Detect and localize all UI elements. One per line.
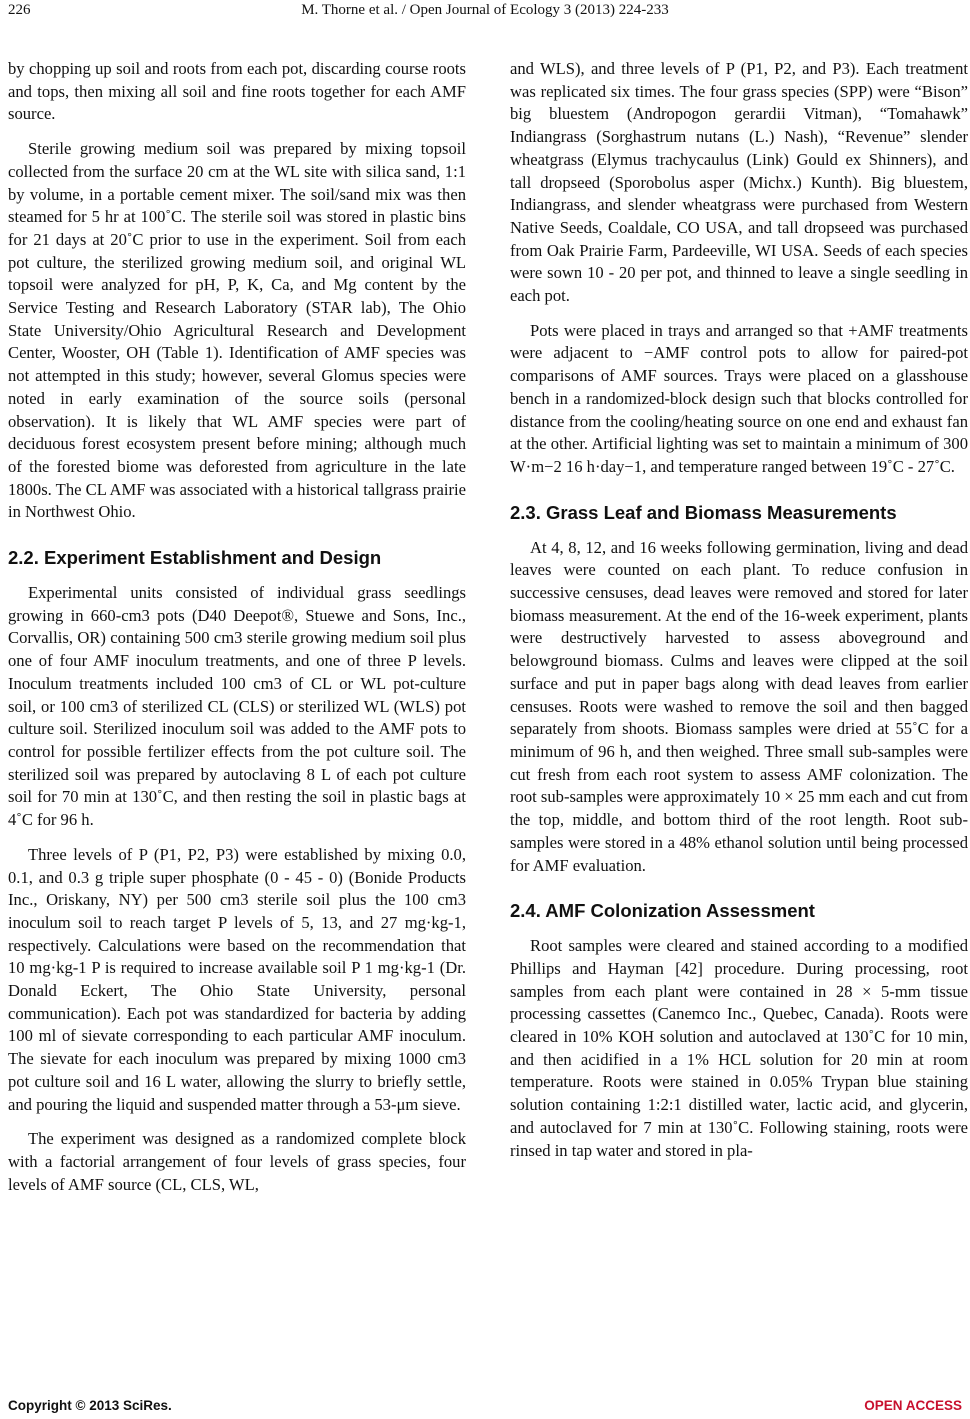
paragraph: Pots were placed in trays and arranged so that +AMF treatments were adjacent to −AMF control pots to allow for paired-pot comparisons of AMF sources. Trays were placed on a glasshouse bench in a randomized-block design such that blocks controlled for distance from the cooling/heating source on one end and exhaust fan at the other. Artificial lighting was set to maintain a minimum of 300 W·m−2 16 h·day−1, and temperature ranged between 19˚C - 27˚C. [510,320,968,476]
paragraph: Experimental units consisted of individual grass seedlings growing in 660-cm3 pots (D40 Deepot®, Stuewe and Sons, Inc., Corvallis, OR) containing 500 cm3 sterile growing medium soil plus one of four AMF inoculum treatments, and one of three P levels. Inoculum treatments included 100 cm3 of CL or WL pot-culture soil, or 100 cm3 of sterilized CL (CLS) or sterilized WL (WLS) pot culture soil. Sterilized inoculum soil was added to the AMF pots to control for possible fertilizer effects from the pot culture soil. The sterilized soil was prepared by autoclaving 8 L of each pot culture soil for 70 min at 130˚C, and then resting the soil in plastic bags at 4˚C for 96 h. [8,583,466,830]
paragraph: Root samples were cleared and stained according to a modified Phillips and Hayman [42] procedure. During processing, root samples from each plant were contained in 28 × 5-mm tissue processing cassettes (Canemco Inc., Quebec, Canada). Roots were cleared in 10% KOH solution and autoclaved at 130˚C for 10 min, and then acidified in a 1% HCL solution for 20 min at room temperature. Roots were stained in 0.05% Trypan blue staining solution containing 1:2:1 distilled water, lactic acid, and glycerin, and autoclaved for 7 min at 130˚C. Following staining, roots were rinsed in tap water and stored in pla- [510,936,968,1160]
open-access-label: OPEN ACCESS [864,1398,962,1413]
paragraph: At 4, 8, 12, and 16 weeks following germination, living and dead leaves were counted on each plant. To reduce confusion in successive censuses, dead leaves were removed and stored for later biomass measurement. At the end of the 16-week experiment, plants were destructively harvested to assess aboveground and belowground biomass. Culms and leaves were clipped at the soil surface and put in paper bags along with dead leaves from earlier censuses. Roots were washed to remove the soil and then bagged separately from shoots. Biomass samples were dried at 55˚C for a minimum of 96 h, and then weighed. Three small sub-samples were cut fresh from each root system to assess AMF colonization. The root sub-samples were approximately 10 × 25 mm each and cut from the top, middle, and bottom third of the root length. Root sub-samples were stored in a 48% ethanol solution until being processed for AMF evaluation. [510,537,968,875]
section-heading: 2.2. Experiment Establishment and Design [8,547,382,569]
section-heading: 2.4. AMF Colonization Assessment [510,900,815,922]
section-heading: 2.3. Grass Leaf and Biomass Measurements [510,501,897,523]
right-column [510,58,968,1174]
paragraph: Three levels of P (P1, P2, P3) were established by mixing 0.0, 0.1, and 0.3 g triple super phosphate (0 - 45 - 0) (Bonide Products Inc., Oriskany, NY) per 500 cm3 sterile soil plus the 100 cm3 inoculum soil to reach target P levels of 5, 13, and 27 mg·kg-1, respectively. Calculations were based on the recommendation that 10 mg·kg-1 P is required to increase available soil P 1 mg·kg-1 (Dr. Donald Eckert, The Ohio State University, personal communication). Each pot was standardized for bacteria by adding 100 ml of sievate corresponding to each particular AMF inoculum. The sievate for each inoculum was prepared by mixing 1000 cm3 pot culture soil and 16 L water, allowing the slurry to briefly settle, and pouring the liquid and suspended matter through a 53-μm sieve. [8,844,466,1114]
copyright-notice: Copyright © 2013 SciRes. [8,1398,172,1413]
paragraph: Sterile growing medium soil was prepared by mixing topsoil collected from the surface 20 cm at the WL site with silica sand, 1:1 by volume, in a portable cement mixer. The soil/sand mix was then steamed for 5 hr at 100˚C. The sterile soil was stored in plastic bins for 21 days at 20˚C prior to use in the experiment. Soil from each pot culture, the sterilized growing medium soil, and original WL topsoil were analyzed for pH, P, K, Ca, and Mg content by the Service Testing and Research Laboratory (STAR lab), The Ohio State University/Ohio Agricultural Research and Development Center, Wooster, OH (Table 1). Identification of AMF species was not attempted in this study; however, several Glomus species were noted in early examination of the source soils (personal observation). It is likely that WL AMF species were part of deciduous forest ecosystem present before mining; although much of the forested biome was deforested from agriculture in the late 1800s. The CL AMF was associated with a historical tallgrass prairie in Northwest Ohio. [8,139,466,522]
paragraph: The experiment was designed as a randomized complete block with a factorial arrangement of four levels of grass species, four levels of AMF source (CL, CLS, WL, [8,1129,466,1194]
left-column [8,58,466,1208]
running-header: M. Thorne et al. / Open Journal of Ecology 3 (2013) 224-233 [301,2,669,18]
paragraph: by chopping up soil and roots from each pot, discarding course roots and tops, then mixing all soil and fine roots together for each AMF source. [8,59,466,124]
paragraph: and WLS), and three levels of P (P1, P2, and P3). Each treatment was replicated six times. The four grass species (SPP) were “Bison” big bluestem (Andropogon gerardii Vitman), “Tomahawk” Indiangrass (Sorghastrum nutans (L.) Nash), “Revenue” slender wheatgrass (Elymus trachycaulus (Link) Gould ex Shinners), and tall dropseed (Sporobolus asper (Michx.) Kunth). Big bluestem, Indiangrass, and slender wheatgrass were purchased from Western Native Seeds, Coaldale, CO USA, and tall dropseed was purchased from Oak Prairie Farm, Pardeeville, WI USA. Seeds of each species were sown 10 - 20 per pot, and thinned to leave a single seedling in each pot. [510,59,968,306]
page-number: 226 [8,2,31,18]
